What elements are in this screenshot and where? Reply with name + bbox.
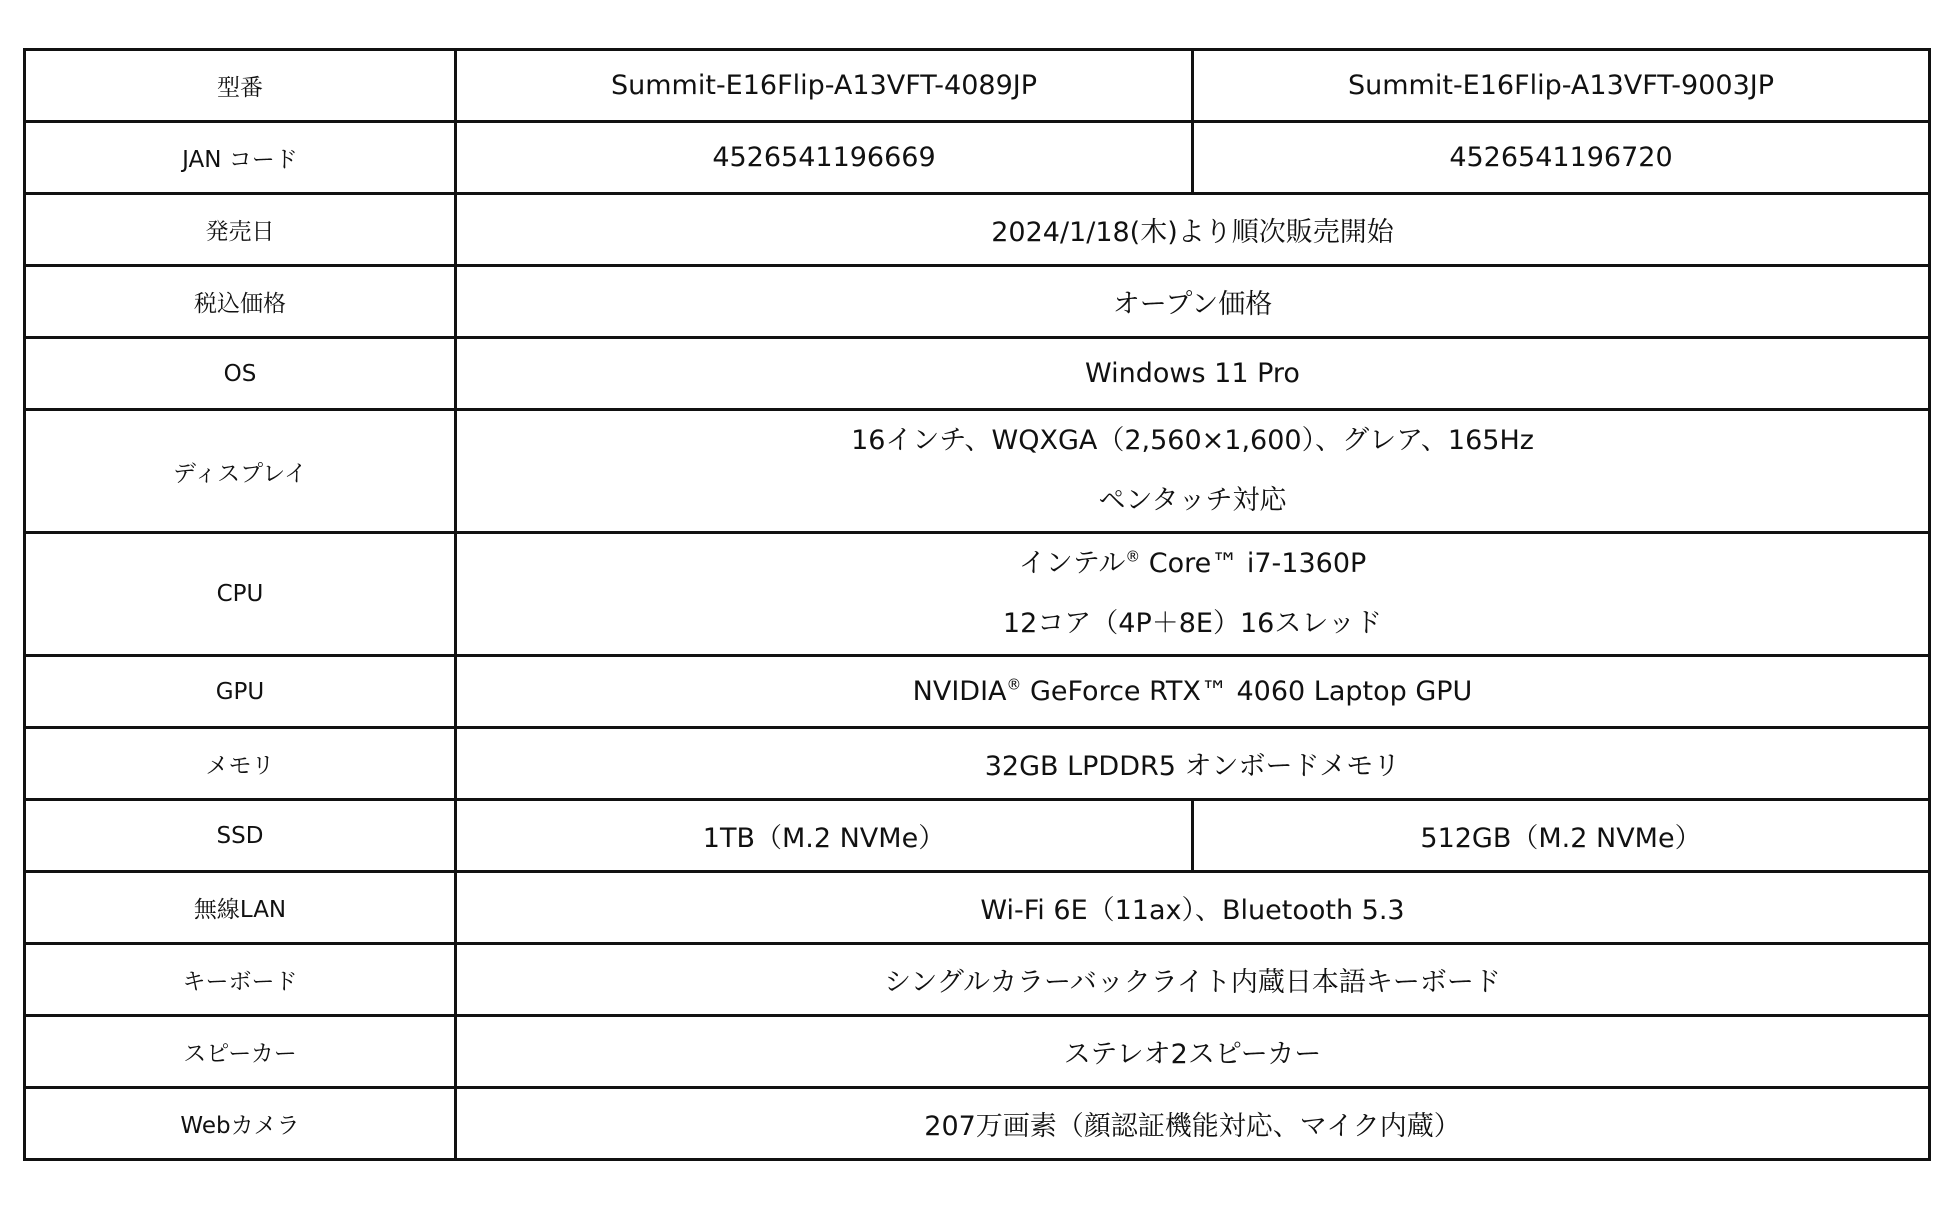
row-keyboard — [25, 944, 1930, 1016]
row-gpu — [25, 656, 1930, 728]
memory-value: 32GB LPDDR5 オンボードメモリ — [456, 728, 1930, 800]
jan-col2: 4526541196720 — [1193, 122, 1930, 194]
ssd-col1: 1TB（M.2 NVMe） — [456, 800, 1193, 872]
row-label: 発売日 — [25, 194, 456, 266]
row-display — [25, 410, 1930, 533]
row-label: OS — [25, 338, 456, 410]
row-label: JAN コード — [25, 122, 456, 194]
row-speaker — [25, 1016, 1930, 1088]
row-label: スピーカー — [25, 1016, 456, 1088]
row-wireless — [25, 872, 1930, 944]
price-value: オープン価格 — [456, 266, 1930, 338]
registered-mark: ® — [1125, 547, 1141, 566]
registered-mark: ® — [1006, 675, 1022, 694]
display-value — [456, 410, 1930, 533]
row-label: ディスプレイ — [25, 410, 456, 533]
row-label: Webカメラ — [25, 1088, 456, 1160]
row-memory — [25, 728, 1930, 800]
webcam-value: 207万画素（顔認証機能対応、マイク内蔵） — [456, 1088, 1930, 1160]
row-release — [25, 194, 1930, 266]
cpu-model: Core™ i7-1360P — [1140, 548, 1367, 579]
cpu-line1 — [457, 534, 1928, 594]
row-model — [25, 50, 1930, 122]
model-col1: Summit-E16Flip-A13VFT-4089JP — [456, 50, 1193, 122]
gpu-brand: NVIDIA — [912, 676, 1007, 707]
cpu-line2: 12コア（4P＋8E）16スレッド — [1002, 608, 1383, 639]
row-label: 税込価格 — [25, 266, 456, 338]
row-label: 型番 — [25, 50, 456, 122]
row-label: GPU — [25, 656, 456, 728]
cpu-brand: インテル — [1018, 548, 1126, 579]
row-webcam — [25, 1088, 1930, 1160]
row-price — [25, 266, 1930, 338]
row-label: CPU — [25, 533, 456, 656]
row-cpu — [25, 533, 1930, 656]
gpu-model: GeForce RTX™ 4060 Laptop GPU — [1021, 676, 1473, 707]
keyboard-value: シングルカラーバックライト内蔵日本語キーボード — [456, 944, 1930, 1016]
cpu-value — [456, 533, 1930, 656]
display-line1: 16インチ、WQXGA（2,560×1,600）、グレア、165Hz — [851, 425, 1534, 456]
ssd-col2: 512GB（M.2 NVMe） — [1193, 800, 1930, 872]
display-line2: ペンタッチ対応 — [1098, 485, 1287, 516]
row-jan — [25, 122, 1930, 194]
model-col2: Summit-E16Flip-A13VFT-9003JP — [1193, 50, 1930, 122]
os-value: Windows 11 Pro — [456, 338, 1930, 410]
row-label: SSD — [25, 800, 456, 872]
row-label: メモリ — [25, 728, 456, 800]
gpu-value — [456, 656, 1930, 728]
wireless-value: Wi-Fi 6E（11ax）、Bluetooth 5.3 — [456, 872, 1930, 944]
spec-table — [23, 48, 1931, 1161]
row-os — [25, 338, 1930, 410]
jan-col1: 4526541196669 — [456, 122, 1193, 194]
row-ssd — [25, 800, 1930, 872]
row-label: キーボード — [25, 944, 456, 1016]
speaker-value: ステレオ2スピーカー — [456, 1016, 1930, 1088]
release-value: 2024/1/18(木)より順次販売開始 — [456, 194, 1930, 266]
row-label: 無線LAN — [25, 872, 456, 944]
